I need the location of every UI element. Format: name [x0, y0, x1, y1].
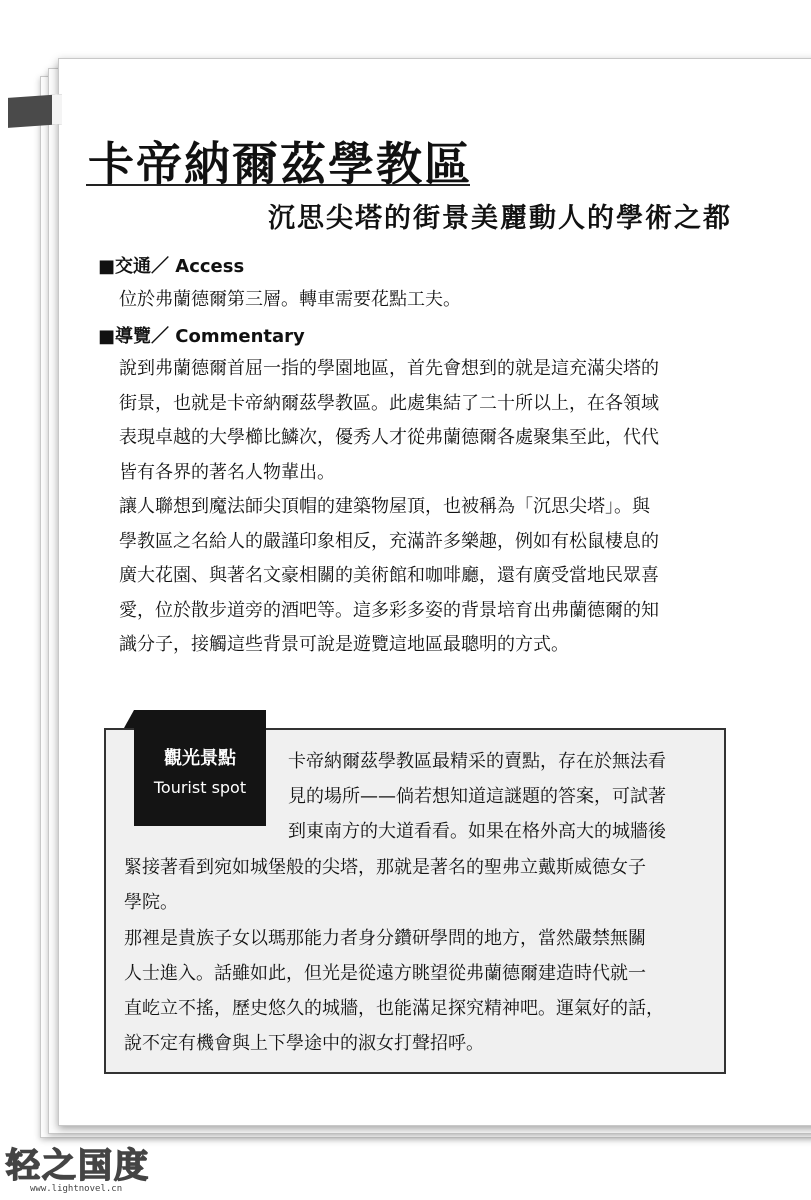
page-subtitle: 沉思尖塔的街景美麗動人的學術之都 [268, 203, 732, 234]
commentary-line: 識分子，接觸這些背景可說是遊覽這地區最聰明的方式。 [119, 634, 569, 655]
access-body [119, 283, 739, 318]
tourist-spot-line: 卡帝納爾茲學教區最精采的賣點，存在於無法看 [288, 751, 666, 772]
tourist-spot-line: 學院。 [124, 892, 178, 913]
watermark-logo: 轻之国度 [6, 1146, 150, 1186]
commentary-line: 讓人聯想到魔法師尖頂帽的建築物屋頂，也被稱為「沉思尖塔」。與 [119, 496, 650, 517]
tourist-spot-line: 人士進入。話雖如此，但光是從遠方眺望從弗蘭德爾建造時代就一 [124, 963, 646, 984]
tourist-spot-label-en: Tourist spot [153, 778, 247, 797]
tourist-spot-line: 那裡是貴族子女以瑪那能力者身分鑽研學問的地方，當然嚴禁無關 [124, 928, 646, 949]
watermark-url: www.lightnovel.cn [30, 1184, 123, 1194]
tourist-spot-line: 到東南方的大道看看。如果在格外高大的城牆後 [288, 821, 666, 842]
commentary-line: 表現卓越的大學櫛比鱗次，優秀人才從弗蘭德爾各處聚集至此，代代 [119, 427, 659, 448]
commentary-line: 廣大花園、與著名文豪相關的美術館和咖啡廳，還有廣受當地民眾喜 [119, 565, 659, 586]
commentary-line: 愛，位於散步道旁的酒吧等。這多彩多姿的背景培育出弗蘭德爾的知 [119, 599, 659, 621]
bookmark-tab-icon [8, 94, 62, 128]
title-underline [86, 184, 470, 186]
tourist-spot-line: 直屹立不搖，歷史悠久的城牆，也能滿足探究精神吧。運氣好的話， [124, 998, 664, 1019]
access-heading: ■交通／ Access [98, 256, 245, 277]
commentary-line: 皆有各界的著名人物輩出。 [119, 461, 335, 483]
access-line: 位於弗蘭德爾第三層。轉車需要花點工夫。 [119, 289, 461, 310]
commentary-heading: ■導覽／ Commentary [98, 326, 305, 347]
tourist-spot-line: 說不定有機會與上下學途中的淑女打聲招呼。 [124, 1033, 484, 1054]
tourist-spot-label [134, 710, 266, 826]
page-title: 卡帝納爾茲學教區 [88, 137, 472, 191]
commentary-body [119, 352, 739, 663]
commentary-line: 說到弗蘭德爾首屈一指的學園地區，首先會想到的就是這充滿尖塔的 [119, 358, 659, 379]
commentary-line: 街景，也就是卡帝納爾茲學教區。此處集結了二十所以上，在各領域 [119, 392, 659, 414]
commentary-line: 學教區之名給人的嚴謹印象相反，充滿許多樂趣，例如有松鼠棲息的 [119, 530, 659, 552]
tourist-spot-line: 見的場所——倘若想知道這謎題的答案，可試著 [288, 786, 666, 807]
tourist-spot-line: 緊接著看到宛如城堡般的尖塔，那就是著名的聖弗立戴斯威德女子 [124, 857, 646, 878]
tourist-spot-label-zh: 觀光景點 [164, 748, 236, 769]
